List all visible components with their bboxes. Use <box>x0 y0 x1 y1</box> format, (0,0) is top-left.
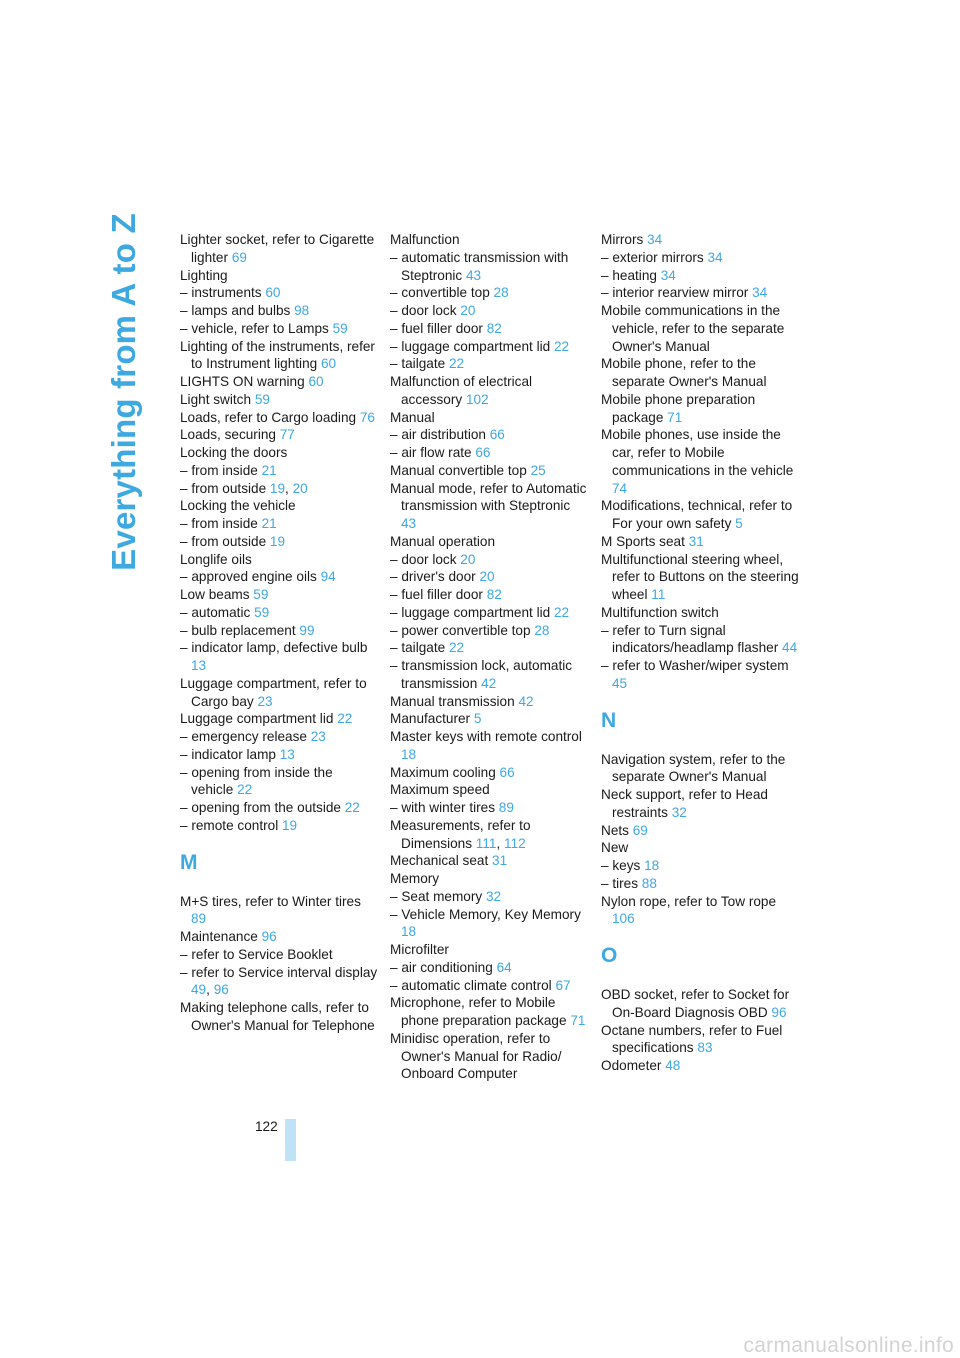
index-entry <box>390 568 588 586</box>
index-entry <box>390 462 588 480</box>
index-entry <box>180 622 378 640</box>
index-entry <box>390 1030 588 1083</box>
index-entry <box>180 444 378 462</box>
index-entry-text: – air conditioning <box>390 959 497 975</box>
page-reference-link[interactable]: 21 <box>261 462 277 478</box>
page-number-bar <box>285 1119 296 1161</box>
index-entry-text: – fuel filler door <box>390 587 487 602</box>
page-reference-link[interactable]: 66 <box>499 764 515 780</box>
index-entry-text: Manual convertible top <box>390 462 531 478</box>
index-entry-text: Master keys with remote control <box>390 729 582 744</box>
index-entry-text: Mobile communications in the vehicle, refer to the separate Owner's Manual <box>601 303 785 354</box>
page-reference-link[interactable]: 22 <box>448 356 465 372</box>
index-entry-text: M+S tires, refer to Winter tires <box>180 893 361 909</box>
index-entry <box>601 355 799 391</box>
index-entry-text: Manual mode, refer to Automatic transmission with Steptronic <box>390 480 587 514</box>
page-reference-link[interactable]: 5 <box>735 516 743 531</box>
index-entry <box>180 799 378 817</box>
page-reference-link[interactable]: 22 <box>337 711 353 727</box>
page-reference-link[interactable]: 13 <box>279 746 295 762</box>
index-entry <box>390 604 588 622</box>
index-entry-text: Maximum cooling <box>390 764 500 780</box>
index-entry: – from outside 19, 20 <box>180 480 308 496</box>
index-entry-text: – automatic transmission with Steptronic <box>390 249 569 283</box>
page-reference-link[interactable]: 34 <box>752 285 768 301</box>
page-reference-link[interactable]: 20 <box>292 480 308 496</box>
index-entry <box>601 426 799 497</box>
index-entry <box>180 568 378 586</box>
index-entry <box>180 817 378 835</box>
page-reference-link[interactable]: 13 <box>191 658 207 673</box>
page-reference-link[interactable]: 59 <box>332 320 348 336</box>
page-reference-link[interactable]: 96 <box>213 982 229 998</box>
page-reference-link[interactable]: 28 <box>534 622 550 638</box>
index-entry-text: – opening from inside the vehicle <box>180 764 333 798</box>
index-entry-text: Luggage compartment, refer to Cargo bay <box>180 675 367 709</box>
index-entry-text: Locking the doors <box>180 445 288 460</box>
page-reference-link[interactable]: 34 <box>647 232 663 247</box>
index-entry <box>180 462 378 480</box>
page-reference-link[interactable]: 71 <box>570 1013 586 1028</box>
index-entry-text: Mechanical seat <box>390 853 493 869</box>
index-column-3 <box>601 231 799 1075</box>
index-entry-text: Mobile phone, refer to the separate Owner's Manual <box>601 356 767 389</box>
index-entry <box>390 941 588 959</box>
page-reference-link[interactable]: 28 <box>493 285 509 301</box>
index-entry-text: Loads, securing <box>180 427 280 443</box>
index-entry-text: – from outside <box>180 533 270 549</box>
index-entry <box>601 1057 799 1075</box>
index-entry-text: Loads, refer to Cargo loading <box>180 409 360 425</box>
index-entry <box>390 249 588 285</box>
index-column-2 <box>390 231 588 1083</box>
index-entry <box>390 764 588 782</box>
index-entry <box>390 444 588 462</box>
index-entry <box>390 373 588 409</box>
page-reference-link[interactable]: 96 <box>771 1004 787 1020</box>
index-entry-text: – exterior mirrors <box>601 249 708 265</box>
index-entry <box>390 657 588 693</box>
index-letter-heading: O <box>601 944 618 967</box>
index-entry-text: – opening from the outside <box>180 800 345 815</box>
index-entry-text: – door lock <box>390 551 461 567</box>
index-entry-text: – approved engine oils <box>180 569 321 585</box>
index-entry <box>390 994 588 1030</box>
index-entry-text: – refer to Service interval display <box>180 964 378 980</box>
index-entry-text: Light switch <box>180 391 255 407</box>
page-reference-link[interactable]: 34 <box>707 249 723 265</box>
index-entry-text: – indicator lamp <box>180 746 280 762</box>
page-reference-link[interactable]: 22 <box>553 604 570 620</box>
page-reference-link[interactable]: 18 <box>401 746 417 762</box>
index-entry-text: – tires <box>601 875 642 891</box>
index-entry-text: – with winter tires <box>390 800 499 815</box>
index-entry <box>390 533 588 551</box>
index-entry-text: – instruments <box>180 285 266 301</box>
index-entry <box>180 267 378 285</box>
index-entry-text: Modifications, technical, refer to For your own safety <box>601 498 793 531</box>
index-entry-text: – tailgate <box>390 640 449 656</box>
index-entry-text: – refer to Washer/wiper system <box>601 658 789 673</box>
index-entry <box>180 928 378 946</box>
index-entry <box>601 822 799 840</box>
index-entry <box>180 409 378 427</box>
index-entry <box>601 604 799 622</box>
page-reference-link[interactable]: 25 <box>530 462 546 478</box>
section-title-text: Everything from A to Z <box>105 213 142 571</box>
index-entry-text: – indicator lamp, defective bulb <box>180 640 368 656</box>
page-reference-link[interactable]: 20 <box>460 551 476 567</box>
index-entry <box>180 284 378 302</box>
page-reference-link[interactable]: 31 <box>688 533 704 549</box>
page-reference-link[interactable]: 22 <box>553 338 570 354</box>
page-reference-link[interactable]: 69 <box>632 822 648 838</box>
index-entry <box>390 586 588 604</box>
page-reference-link[interactable]: 20 <box>479 569 495 585</box>
index-entry-text: Manual operation <box>390 533 496 549</box>
index-entry-text: Mobile phone preparation package <box>601 391 756 425</box>
index-entry-text: Making telephone calls, refer to Owner's Manual for Telephone <box>180 1000 375 1033</box>
page-reference-link[interactable]: 89 <box>498 800 514 815</box>
index-entry <box>180 675 378 711</box>
index-entry-text: – emergency release <box>180 729 311 744</box>
index-entry <box>390 320 588 338</box>
index-entry-text: M Sports seat <box>601 533 689 549</box>
index-entry <box>180 893 378 929</box>
index-entry-text: New <box>601 840 629 856</box>
index-entry <box>601 284 799 302</box>
index-entry-text: – Seat memory <box>390 888 486 904</box>
index-entry <box>601 839 799 857</box>
page-reference-link[interactable]: 18 <box>401 924 417 940</box>
index-entry <box>180 497 378 515</box>
index-entry-text: – interior rearview mirror <box>601 285 753 301</box>
index-entry <box>601 231 799 249</box>
index-entry-text: Mobile phones, use inside the car, refer to Mobile communications in the vehicle <box>601 427 794 478</box>
index-entry-text: Longlife oils <box>180 551 252 567</box>
page-reference-link[interactable]: 96 <box>261 929 277 944</box>
index-entry: Measurements, refer to Dimensions 111, 112 <box>390 817 531 851</box>
page-reference-link[interactable]: 102 <box>465 391 489 407</box>
index-entry-text: – from inside <box>180 516 262 531</box>
index-entry-text: Malfunction of electrical accessory <box>390 374 533 407</box>
index-entry <box>180 515 378 533</box>
index-entry-text: Multifunction switch <box>601 604 719 620</box>
index-entry-text: – luggage compartment lid <box>390 338 554 354</box>
index-entry <box>390 284 588 302</box>
index-entry <box>601 893 799 929</box>
page-reference-link[interactable]: 42 <box>518 693 534 709</box>
index-entry-text: – lamps and bulbs <box>180 303 295 318</box>
index-entry <box>601 986 799 1022</box>
index-entry-text: Manual <box>390 409 435 425</box>
page-reference-link[interactable]: 59 <box>254 604 270 620</box>
index-entry <box>180 586 378 604</box>
page-reference-link[interactable]: 60 <box>320 356 337 372</box>
page-reference-link[interactable]: 69 <box>231 249 247 265</box>
index-entry-text: – refer to Service Booklet <box>180 946 333 962</box>
index-entry <box>601 622 799 658</box>
page-reference-link[interactable]: 5 <box>473 711 482 727</box>
index-entry <box>390 799 588 817</box>
index-entry <box>390 480 588 533</box>
page-reference-link[interactable]: 66 <box>489 427 505 443</box>
page-reference-link[interactable]: 19 <box>269 480 286 496</box>
index-entry: – refer to Service interval display 49, 96 <box>180 964 378 998</box>
index-entry-text: Luggage compartment lid <box>180 711 338 727</box>
index-entry <box>180 533 378 551</box>
page-reference-link[interactable]: 60 <box>308 374 324 389</box>
index-entry <box>390 355 588 373</box>
index-entry <box>180 338 378 374</box>
index-entry-text: Low beams <box>180 587 254 602</box>
index-entry <box>601 786 799 822</box>
index-entry-text: Octane numbers, refer to Fuel specifications <box>601 1022 783 1056</box>
page-reference-link[interactable]: 22 <box>448 640 465 656</box>
index-entry <box>390 231 588 249</box>
page-reference-link[interactable]: 20 <box>460 303 476 318</box>
section-title-vertical <box>96 213 152 571</box>
index-entry <box>601 533 799 551</box>
index-entry <box>390 977 588 995</box>
index-entry <box>390 870 588 888</box>
page-reference-link[interactable]: 42 <box>481 675 497 691</box>
page-reference-link[interactable]: 71 <box>667 409 683 425</box>
index-entry-text: – transmission lock, automatic transmission <box>390 658 573 691</box>
index-entry <box>180 604 378 622</box>
index-entry-text: – power convertible top <box>390 622 535 638</box>
index-entry <box>180 639 378 675</box>
index-entry-text: OBD socket, refer to Socket for On-Board Diagnosis OBD <box>601 987 790 1020</box>
index-entry-text: Navigation system, refer to the separate Owner's Manual <box>601 751 786 785</box>
page-reference-link[interactable]: 99 <box>299 622 315 638</box>
index-entry-text: – tailgate <box>390 356 449 372</box>
index-entry <box>390 409 588 427</box>
index-entry <box>180 320 378 338</box>
page-reference-link[interactable]: 106 <box>612 911 635 927</box>
index-entry <box>390 551 588 569</box>
index-entry <box>180 946 378 964</box>
watermark: carmanualsonline.info <box>743 1334 954 1357</box>
page-reference-link[interactable]: 19 <box>282 817 298 833</box>
index-entry <box>601 302 799 355</box>
index-entry <box>180 746 378 764</box>
index-entry-text: Maintenance <box>180 929 262 944</box>
index-entry-text: – bulb replacement <box>180 622 300 638</box>
index-entry <box>601 497 799 533</box>
index-entry-text: – vehicle, refer to Lamps <box>180 320 333 336</box>
index-letter-heading: N <box>601 708 617 732</box>
index-entry <box>390 781 588 799</box>
index-entry-text: Maximum speed <box>390 782 490 798</box>
index-entry <box>180 426 378 444</box>
index-entry <box>180 373 378 391</box>
page-reference-link[interactable]: 11 <box>651 587 666 602</box>
page-reference-link[interactable]: 88 <box>641 875 657 891</box>
index-entry-text: – heating <box>601 267 661 283</box>
index-entry <box>180 728 378 746</box>
index-entry-text: Odometer <box>601 1058 666 1073</box>
page-reference-link[interactable]: 67 <box>555 977 571 993</box>
page-reference-link[interactable]: 64 <box>496 959 512 975</box>
index-entry <box>390 693 588 711</box>
index-entry <box>601 751 799 787</box>
page-reference-link[interactable]: 98 <box>294 303 310 318</box>
index-entry-text: – automatic climate control <box>390 977 556 993</box>
index-entry-text: Multifunctional steering wheel, refer to Buttons on the steering wheel <box>601 551 799 602</box>
index-entry-text: – luggage compartment lid <box>390 604 554 620</box>
index-entry-text: Measurements, refer to Dimensions <box>390 817 531 851</box>
index-entry <box>390 959 588 977</box>
index-entry <box>601 1022 799 1058</box>
page-reference-link[interactable]: 34 <box>660 267 676 283</box>
index-entry <box>601 551 799 604</box>
index-entry-text: – from inside <box>180 462 262 478</box>
page-reference-link[interactable]: 18 <box>644 858 660 873</box>
page-reference-link[interactable]: 60 <box>265 285 281 301</box>
page-reference-link[interactable]: 22 <box>237 782 253 798</box>
page-reference-link[interactable]: 44 <box>782 640 798 656</box>
index-column-1 <box>180 231 378 1035</box>
index-entry <box>601 657 799 693</box>
index-entry <box>390 852 588 870</box>
index-entry-text: – driver's door <box>390 569 480 585</box>
page-reference-link[interactable]: 32 <box>485 888 502 904</box>
index-entry <box>601 391 799 427</box>
index-entry-text: – remote control <box>180 817 282 833</box>
index-entry-text: Manufacturer <box>390 711 474 727</box>
index-entry <box>390 728 588 764</box>
index-entry <box>180 551 378 569</box>
index-entry <box>390 710 588 728</box>
page-reference-link[interactable]: 49 <box>191 982 207 998</box>
index-entry-text: – fuel filler door <box>390 320 487 336</box>
index-entry-text: Malfunction <box>390 232 460 247</box>
index-entry <box>390 426 588 444</box>
index-entry <box>601 267 799 285</box>
index-entry-text: – air distribution <box>390 427 490 443</box>
index-entry-text: Microphone, refer to Mobile phone preparation package <box>390 995 571 1028</box>
page-reference-link[interactable]: 89 <box>191 911 207 927</box>
index-entry <box>180 710 378 728</box>
index-entry-text: Lighter socket, refer to Cigarette lighter <box>180 232 375 265</box>
page-reference-link[interactable]: 23 <box>310 729 326 744</box>
index-entry-text: LIGHTS ON warning <box>180 374 309 389</box>
index-entry-text: Lighting <box>180 267 228 283</box>
index-entry-text: Lighting of the instruments, refer to Instrument lighting <box>180 338 375 372</box>
index-entry-text: – keys <box>601 858 645 873</box>
page-reference-link[interactable]: 112 <box>504 835 526 851</box>
index-entry <box>390 906 588 942</box>
page-reference-link[interactable]: 66 <box>475 445 491 460</box>
index-entry <box>390 338 588 356</box>
index-entry-text: – air flow rate <box>390 445 476 460</box>
index-entry <box>180 302 378 320</box>
index-entry <box>601 857 799 875</box>
index-entry-text: Microfilter <box>390 942 449 957</box>
page-reference-link[interactable]: 74 <box>612 480 628 496</box>
page-reference-link[interactable]: 21 <box>261 516 277 531</box>
page-reference-link[interactable]: 23 <box>257 693 273 709</box>
index-entry-text: – from outside <box>180 480 270 496</box>
page-reference-link[interactable]: 59 <box>253 587 269 602</box>
index-entry-text: – door lock <box>390 303 461 318</box>
page-reference-link[interactable]: 22 <box>344 800 360 815</box>
index-entry <box>180 999 378 1035</box>
page-reference-link[interactable]: 43 <box>401 516 417 531</box>
index-entry <box>180 391 378 409</box>
index-entry <box>390 302 588 320</box>
page-reference-link[interactable]: 82 <box>486 320 502 336</box>
page-reference-link[interactable]: 32 <box>671 804 687 820</box>
index-entry-text: Memory <box>390 871 440 886</box>
index-entry <box>601 249 799 267</box>
page-reference-link[interactable]: 19 <box>269 533 286 549</box>
index-entry-text: – convertible top <box>390 285 494 301</box>
index-entry-text: – Vehicle Memory, Key Memory <box>390 906 581 922</box>
page-reference-link[interactable]: 45 <box>612 675 628 691</box>
page-reference-link[interactable]: 77 <box>279 427 295 443</box>
index-entry-text: Nylon rope, refer to Tow rope <box>601 893 777 909</box>
index-entry-text: – automatic <box>180 604 255 620</box>
index-entry <box>180 764 378 800</box>
index-entry-text: Manual transmission <box>390 693 519 709</box>
index-entry <box>390 622 588 640</box>
page-reference-link[interactable]: 59 <box>254 391 270 407</box>
page-reference-link[interactable]: 94 <box>320 569 336 585</box>
page-reference-link[interactable]: 76 <box>359 409 375 425</box>
page-reference-link[interactable]: 111 <box>475 835 497 851</box>
page-reference-link[interactable]: 31 <box>492 853 508 869</box>
index-entry-text: – refer to Turn signal indicators/headlamp flasher <box>601 622 783 656</box>
index-entry-text: Nets <box>601 822 633 838</box>
index-entry-text: Locking the vehicle <box>180 498 296 514</box>
index-entry-text: Minidisc operation, refer to Owner's Manual for Radio/ Onboard Computer <box>390 1030 562 1082</box>
index-entry <box>180 231 378 267</box>
index-entry <box>390 639 588 657</box>
page-reference-link[interactable]: 82 <box>486 587 502 602</box>
index-entry <box>390 888 588 906</box>
page-reference-link[interactable]: 83 <box>697 1040 713 1056</box>
index-entry-text: Neck support, refer to Head restraints <box>601 787 768 820</box>
page-number: 122 <box>255 1119 278 1134</box>
index-entry-text: Mirrors <box>601 232 648 247</box>
page-reference-link[interactable]: 43 <box>465 267 482 283</box>
index-entry <box>601 875 799 893</box>
page-reference-link[interactable]: 48 <box>665 1058 681 1073</box>
index-letter-heading: M <box>180 850 198 874</box>
